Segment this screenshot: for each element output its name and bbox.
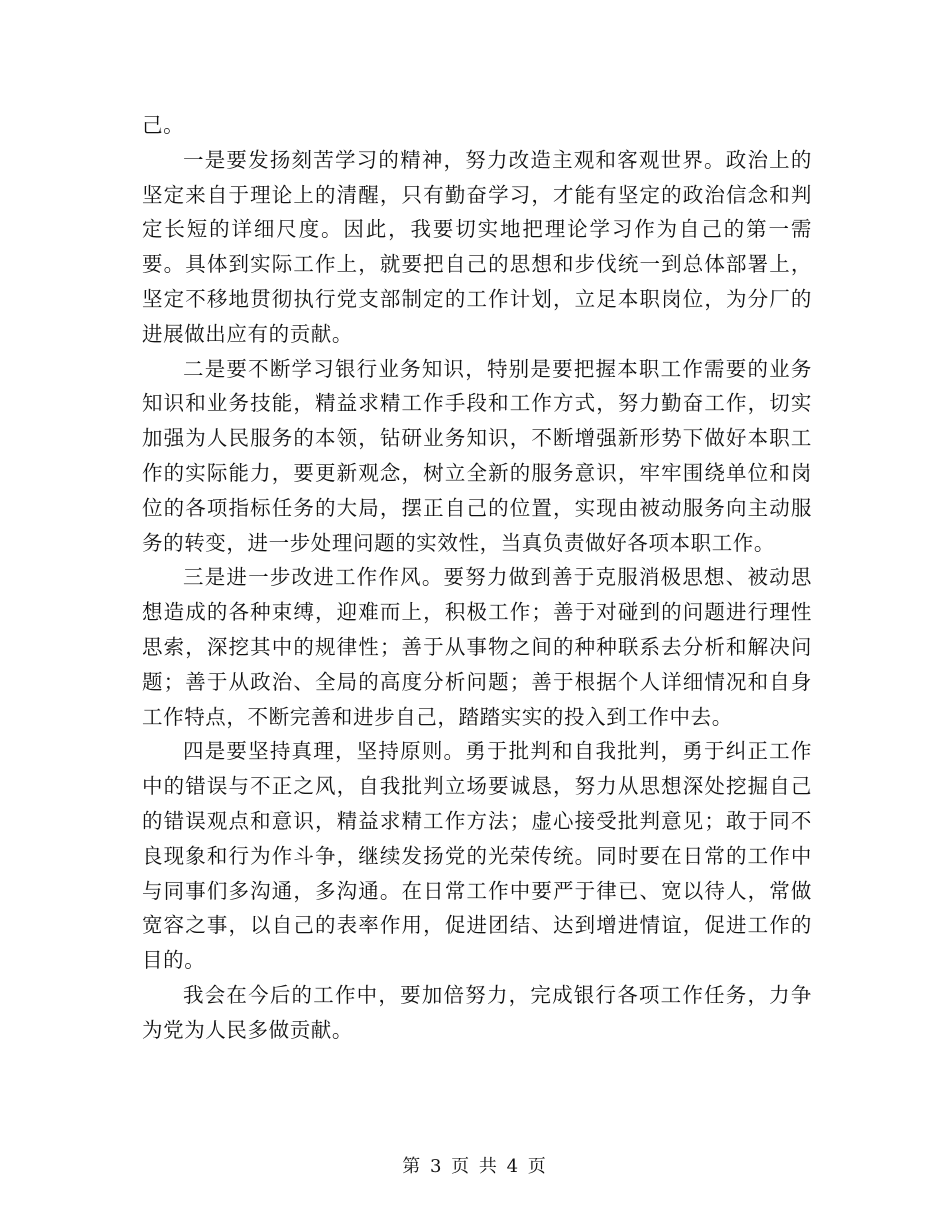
- page-number-footer: 第 3 页 共 4 页: [402, 1156, 548, 1177]
- paragraph-truth-principle: 四是要坚持真理，坚持原则。勇于批判和自我批判，勇于纠正工作中的错误与不正之风，自我批判立场要诚恳，努力从思想深处挖掘自己的错误观点和意识，精益求精工作方法；虚心接受批判意见；敢于同不良现象和行为作斗争，继续发扬党的光荣传统。同时要在日常的工作中与同事们多沟通，多沟通。在日常工作中要严于律已、宽以待人，常做宽容之事，以自己的表率作用，促进团结、达到增进情谊，促进工作的目的。: [142, 739, 812, 973]
- paragraph-bank-knowledge: 二是要不断学习银行业务知识，特别是要把握本职工作需要的业务知识和业务技能，精益求精工作手段和工作方式，努力勤奋工作，切实加强为人民服务的本领，钻研业务知识，不断增强新形势下做好本职工作的实际能力，要更新观念，树立全新的服务意识，牢牢围绕单位和岗位的各项指标任务的大局，摆正自己的位置，实现由被动服务向主动服务的转变，进一步处理问题的实效性，当真负责做好各项本职工作。: [142, 356, 812, 555]
- document-body: [142, 108, 812, 1048]
- paragraph-continuation: 己。: [142, 113, 185, 137]
- paragraph-work-style: 三是进一步改进工作作风。要努力做到善于克服消极思想、被动思想造成的各种束缚，迎难而上，积极工作；善于对碰到的问题进行理性思索，深挖其中的规律性；善于从事物之间的种种联系去分析和解决问题；善于从政治、全局的高度分析问题；善于根据个人详细情况和自身工作特点，不断完善和进步自己，踏踏实实的投入到工作中去。: [142, 565, 812, 729]
- paragraph-conclusion: 我会在今后的工作中，要加倍努力，完成银行各项工作任务，力争为党为人民多做贡献。: [142, 982, 812, 1042]
- paragraph-study-spirit: 一是要发扬刻苦学习的精神，努力改造主观和客观世界。政治上的坚定来自于理论上的清醒，只有勤奋学习，才能有坚定的政治信念和判定长短的详细尺度。因此，我要切实地把理论学习作为自己的第一需要。具体到实际工作上，就要把自己的思想和步伐统一到总体部署上，坚定不移地贯彻执行党支部制定的工作计划，立足本职岗位，为分厂的进展做出应有的贡献。: [142, 147, 812, 346]
